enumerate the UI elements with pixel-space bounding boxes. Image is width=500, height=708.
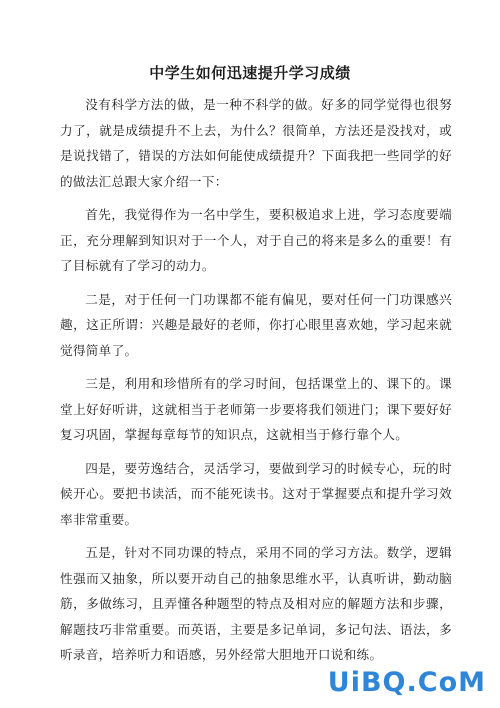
paragraph-second: 二是，对于任何一门功课都不能有偏见，要对任何一门功课感兴趣，这正所谓：兴趣是最好的老师，你打心眼里喜欢她，学习起来就觉得简单了。 [60, 291, 452, 358]
site-watermark: UiBQ.CoM [327, 667, 486, 698]
document-body [60, 92, 452, 676]
paragraph-fifth: 五是，针对不同功课的特点，采用不同的学习方法。数学，逻辑性强而又抽象，所以要开动自己的抽象思维水平，认真听讲，勤动脑筋，多做练习，且弄懂各种题型的特点及相对应的解题方法和步骤，解题技巧非常重要。而英语，主要是多记单词，多记句法、语法，多听录音，培养听力和语感，另外经常大胆地开口说和练。 [60, 545, 452, 662]
document-title: 中学生如何迅速提升学习成绩 [149, 64, 351, 82]
paragraph-fourth: 四是，要劳逸结合，灵活学习，要做到学习的时候专心，玩的时候开心。要把书读活，而不能死读书。这对于掌握要点和提升学习效率非常重要。 [60, 460, 452, 527]
paragraph-first: 首先，我觉得作为一名中学生，要积极追求上进，学习态度要端正，充分理解到知识对于一个人，对于自己的将来是多么的重要！有了目标就有了学习的动力。 [60, 207, 452, 273]
paragraph-third: 三是，利用和珍惜所有的学习时间，包括课堂上的、课下的。课堂上好好听讲，这就相当于老师第一步要将我们领进门；课下要好好复习巩固，掌握每章每节的知识点，这就相当于修行靠个人。 [60, 376, 452, 442]
paragraph-intro: 没有科学方法的做，是一种不科学的做。好多的同学觉得也很努力了，就是成绩提升不上去，为什么？很简单，方法还是没找对，或是说找错了，错误的方法如何能使成绩提升？下面我把一些同学的好的做法汇总跟大家介绍一下： [60, 97, 452, 189]
